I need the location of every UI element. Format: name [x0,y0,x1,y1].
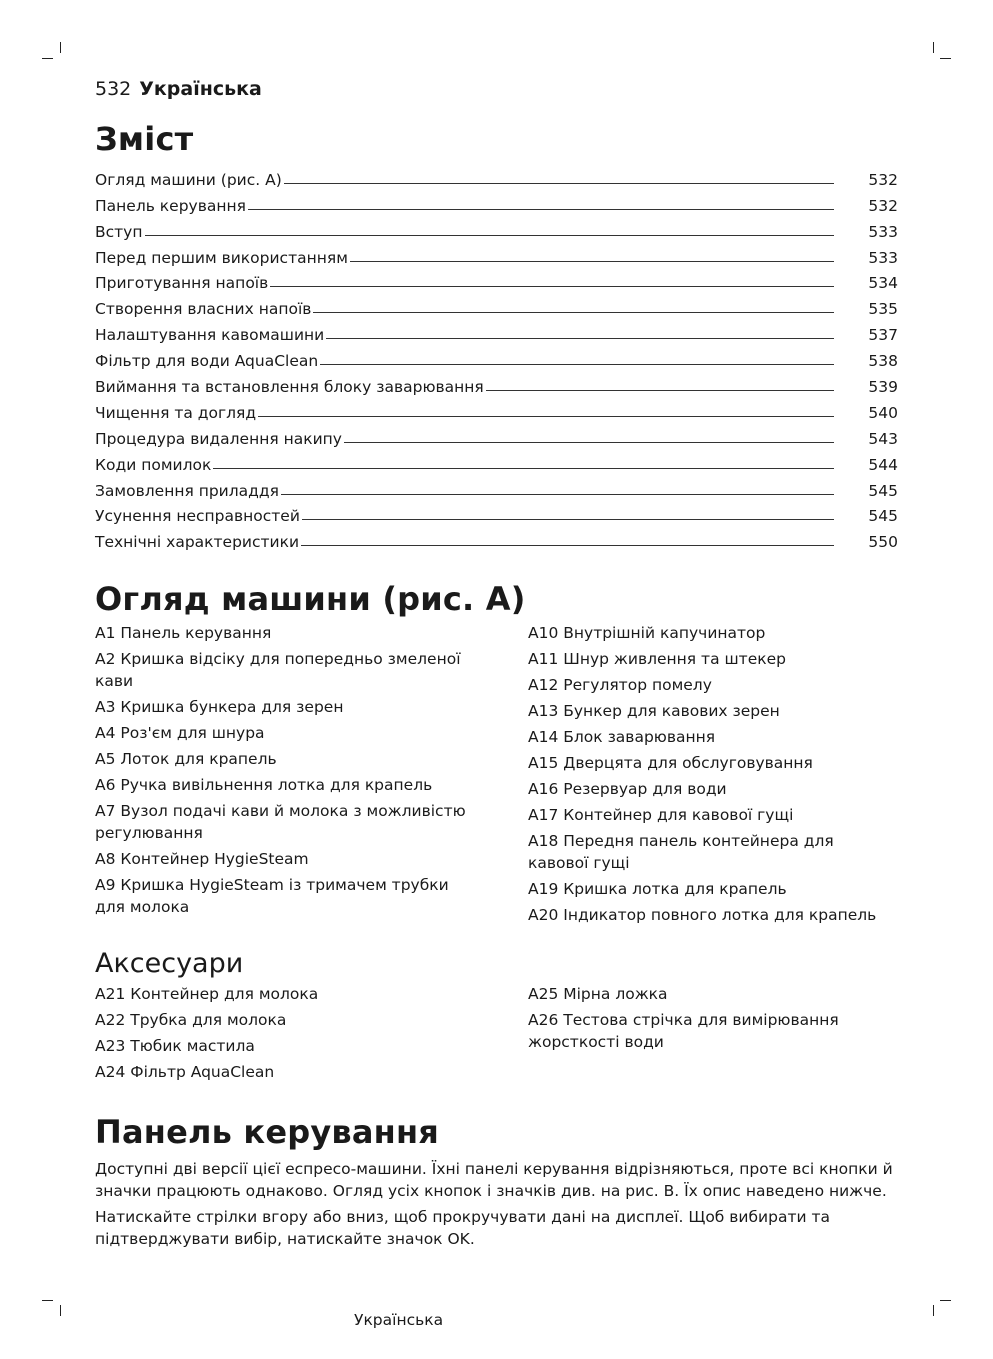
toc-leader-line [326,338,834,339]
crop-mark-bottom-left-h [42,1300,53,1301]
list-item: A22 Трубка для молока [95,1011,287,1029]
list-item: A5 Лоток для крапель [95,750,277,768]
toc-leader-line [213,468,834,469]
list-item: A4 Роз'єм для шнура [95,724,265,742]
toc-entry-page: 538 [868,352,898,371]
list-item: A14 Блок заварювання [528,728,716,746]
crop-mark-top-right-h [940,58,951,59]
control-panel-title: Панель керування [95,1113,439,1151]
toc-entry-title: Огляд машини (рис. A) [95,170,282,189]
list-item: A24 Фільтр AquaClean [95,1063,275,1081]
toc-leader-line [281,494,834,495]
accessories-list-right [528,983,898,1057]
toc-leader-line [301,545,834,546]
list-item: A19 Кришка лотка для крапель [528,880,787,898]
toc-entry-page: 533 [868,222,898,241]
list-item: A3 Кришка бункера для зерен [95,698,344,716]
crop-mark-top-left-v [60,42,61,53]
list-item: A17 Контейнер для кавової гущі [528,806,794,824]
toc-entry-title: Чищення та догляд [95,403,257,422]
accessories-title: Аксесуари [95,948,244,979]
toc-leader-line [145,235,835,236]
crop-mark-top-left-h [42,58,53,59]
list-item: A1 Панель керування [95,624,272,642]
toc-entry-page: 535 [868,300,898,319]
toc-entry[interactable] [95,267,898,293]
toc-entry-title: Коди помилок [95,455,212,474]
list-item: A12 Регулятор помелу [528,676,712,694]
toc-entry[interactable] [95,525,898,551]
toc-entry-page: 532 [868,196,898,215]
page-header [95,78,262,100]
list-item: A16 Резервуар для води [528,780,727,798]
crop-mark-bottom-right-v [933,1305,934,1316]
footer-language: Українська [354,1311,444,1329]
toc-entry[interactable] [95,163,898,189]
accessories-list-left [95,983,475,1087]
overview-list-right [528,622,898,930]
toc-entry-page: 532 [868,170,898,189]
toc-leader-line [344,442,834,443]
crop-mark-bottom-left-v [60,1305,61,1316]
toc-entry-page: 550 [868,533,898,552]
toc-leader-line [284,183,834,184]
toc-leader-line [248,209,834,210]
crop-mark-bottom-right-h [940,1300,951,1301]
toc-entry[interactable] [95,396,898,422]
toc-leader-line [302,519,834,520]
toc-entry[interactable] [95,448,898,474]
toc-entry[interactable] [95,292,898,318]
list-item: A6 Ручка вивільнення лотка для крапель [95,776,433,794]
toc-leader-line [320,364,834,365]
list-item: A13 Бункер для кавових зерен [528,702,780,720]
toc-leader-line [270,286,834,287]
toc-title: Зміст [95,120,194,158]
toc-entry-title: Усунення несправностей [95,507,300,526]
list-item: A8 Контейнер HygieSteam [95,850,309,868]
list-item: A11 Шнур живлення та штекер [528,650,786,668]
list-item: A25 Мірна ложка [528,985,668,1003]
toc-entry[interactable] [95,344,898,370]
list-item: A10 Внутрішній капучинатор [528,624,766,642]
overview-title: Огляд машини (рис. A) [95,580,526,618]
toc-entry[interactable] [95,189,898,215]
toc-entry-title: Панель керування [95,196,246,215]
toc-leader-line [258,416,834,417]
list-item: A21 Контейнер для молока [95,985,319,1003]
toc-entry[interactable] [95,215,898,241]
toc-entry-page: 537 [868,326,898,345]
table-of-contents [95,163,898,551]
control-panel-paragraph-1: Доступні дві версії цієї еспресо-машини. Їхні панелі керування відрізняються, проте всі кнопки й значки працюють однаково. Огляд усіх кнопок і значків див. на рис. B. Їх опис наведено нижче. [95,1160,893,1200]
toc-entry-page: 543 [868,429,898,448]
list-item: A23 Тюбик мастила [95,1037,255,1055]
list-item: A15 Дверцята для обслуговування [528,754,813,772]
toc-entry-title: Замовлення приладдя [95,481,279,500]
toc-entry-page: 545 [868,481,898,500]
list-item: A7 Вузол подачі кави й молока з можливістю регулювання [95,802,466,842]
toc-entry-title: Приготування напоїв [95,274,269,293]
list-item: A9 Кришка HygieSteam із тримачем трубки для молока [95,876,449,916]
crop-mark-top-right-v [933,42,934,53]
toc-entry[interactable] [95,318,898,344]
toc-leader-line [313,312,834,313]
list-item: A20 Індикатор повного лотка для крапель [528,906,877,924]
toc-entry-title: Створення власних напоїв [95,300,312,319]
toc-entry[interactable] [95,422,898,448]
overview-list-left [95,622,475,922]
toc-entry[interactable] [95,370,898,396]
toc-entry-page: 534 [868,274,898,293]
page-number: 532 [95,78,132,100]
toc-entry-page: 539 [868,378,898,397]
toc-entry-title: Процедура видалення накипу [95,429,342,448]
toc-leader-line [350,261,834,262]
toc-entry-title: Перед першим використанням [95,248,348,267]
list-item: A18 Передня панель контейнера для кавової гущі [528,832,834,872]
toc-entry-page: 540 [868,403,898,422]
control-panel-paragraph-2: Натискайте стрілки вгору або вниз, щоб прокручувати дані на дисплеї. Щоб вибирати та підтверджувати вибір, натискайте значок OK. [95,1208,831,1248]
toc-leader-line [486,390,834,391]
toc-entry[interactable] [95,474,898,500]
header-language: Українська [139,78,262,100]
list-item: A2 Кришка відсіку для попередньо змеленої кави [95,650,461,690]
toc-entry-title: Фільтр для води AquaClean [95,352,319,371]
toc-entry[interactable] [95,500,898,526]
toc-entry-title: Технічні характеристики [95,533,300,552]
toc-entry-title: Налаштування кавомашини [95,326,325,345]
toc-entry[interactable] [95,241,898,267]
toc-entry-page: 545 [868,507,898,526]
list-item: A26 Тестова стрічка для вимірювання жорсткості води [528,1011,839,1051]
toc-entry-title: Виймання та встановлення блоку заварювання [95,378,484,397]
toc-entry-page: 544 [868,455,898,474]
toc-entry-page: 533 [868,248,898,267]
toc-entry-title: Вступ [95,222,143,241]
